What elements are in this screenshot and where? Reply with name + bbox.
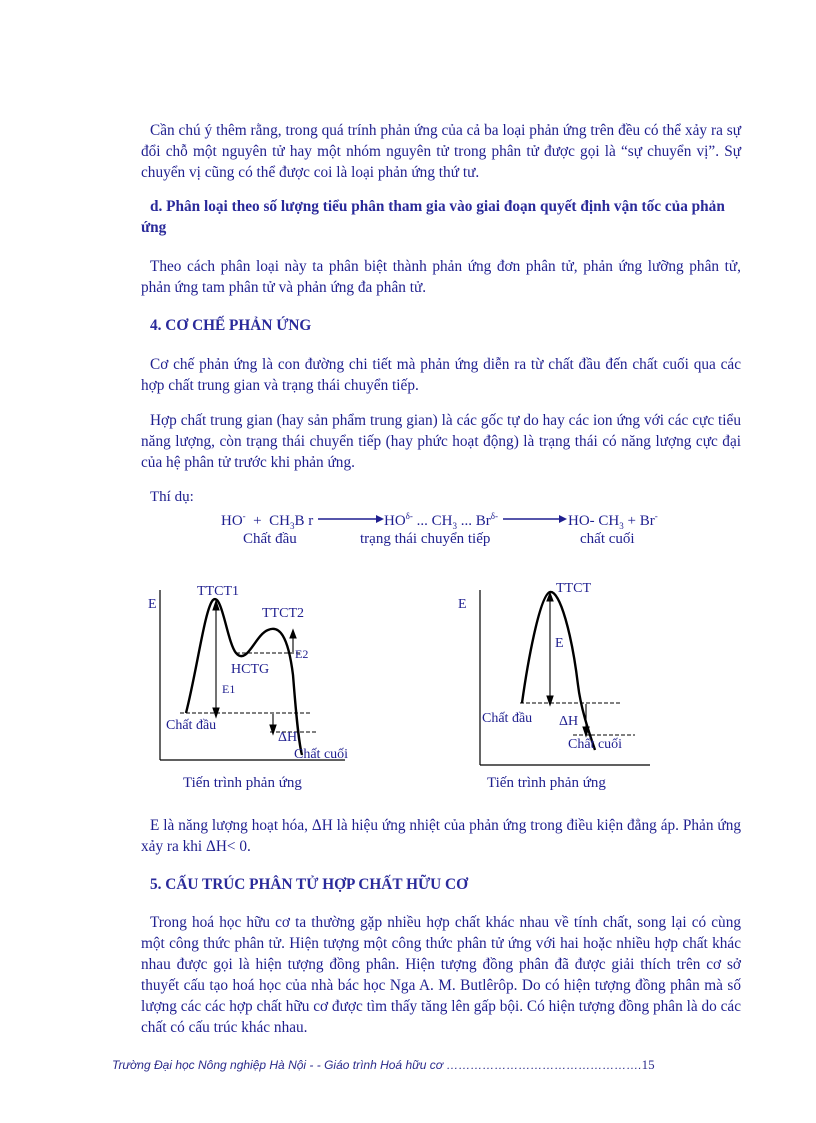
- label-hctg: HCTG: [231, 662, 270, 677]
- label-e: E: [555, 636, 564, 651]
- label-e2: E2: [295, 647, 309, 661]
- example-label: Thí dụ:: [150, 489, 194, 505]
- paragraph-isomerism: Trong hoá học hữu cơ ta thường gặp nhiều hợp chất khác nhau về tính chất, song lại có cùng một công thức phân tử. Hiện tượng một công thức phân tử ứng với hai hoặc nhiều hợp chất khác nhau được gọi là hiện tượng đồng phân. Hiện tượng đồng phân đã được giải thích trên cơ sở thuyết cấu tạo hoá học của nhà bác học Nga A. M. Butlêrôp. Do có hiện tượng đồng phân mà số lượng các các hợp chất hữu cơ được tìm thấy tăng lên gấp bội. Có hiện tượng đồng phân là do các chất có cấu trúc khác nhau.: [141, 914, 741, 1036]
- label-ttct: TTCT: [556, 581, 591, 596]
- paragraph-rearrangement: Cần chú ý thêm rằng, trong quá trính phản ứng của cả ba loại phản ứng trên đều có thể xảy ra sự đổi chỗ một nguyên tử hay một nhóm nguyên tử trong phân tử được gọi là “sự chuyển vị”. Sự chuyển vị cũng có thể được coi là loại phản ứng thứ tư.: [141, 122, 741, 181]
- label-start: Chất đầu: [166, 718, 217, 733]
- heading-molecular-structure: 5. CẤU TRÚC PHÂN TỬ HỢP CHẤT HỮU CƠ: [150, 876, 468, 893]
- paragraph-activation-energy: E là năng lượng hoạt hóa, ΔH là hiệu ứng nhiệt của phản ứng trong điều kiện đẳng áp. Phản ứng xảy ra khi ΔH< 0.: [141, 817, 741, 855]
- subheading-d: d. Phân loại theo số lượng tiểu phân tham gia vào giai đoạn quyết định vận tốc của phản ứng: [141, 198, 725, 236]
- equation-products: HO- $CH_3 + Br^-$: [568, 511, 658, 531]
- label-start-compound: Chất đầu: [243, 531, 297, 547]
- caption-left: Tiến trình phản ứng: [183, 775, 302, 791]
- arrow-icon: [503, 512, 569, 526]
- page-footer: [112, 1057, 722, 1073]
- label-end-compound: chất cuối: [580, 531, 635, 547]
- paragraph-intermediate: Hợp chất trung gian (hay sản phẩm trung gian) là các gốc tự do hay các ion ứng với các cực tiểu năng lượng, còn trạng thái chuyển tiếp (hay phức hoạt động) là trạng thái có năng lượng cực đại của hệ phân tử trước khi phản ứng.: [141, 412, 741, 471]
- footer-text: Trường Đại học Nông nghiệp Hà Nội - - Giáo trình Hoá hữu cơ ………………………………………….: [112, 1058, 642, 1072]
- equation-transition-state: $HO^{\delta-}$ ... $CH_3$ ... $Br^{\delta-}$: [384, 511, 499, 531]
- axis-label-energy: E: [148, 597, 157, 612]
- label-transition-state: trạng thái chuyển tiếp: [360, 531, 491, 547]
- label-end: Chất cuối: [568, 737, 623, 752]
- arrow-icon: [318, 512, 384, 526]
- label-start: Chất đầu: [482, 711, 533, 726]
- paragraph-mechanism-definition: Cơ chế phản ứng là con đường chi tiết mà phản ứng diễn ra từ chất đầu đến chất cuối qua các hợp chất trung gian và trạng thái chuyển tiếp.: [141, 356, 741, 394]
- equation-reactants: $HO^- + CH_3B$ r: [221, 511, 314, 531]
- paragraph-molecularity: Theo cách phân loại này ta phân biệt thành phản ứng đơn phân tử, phản ứng lưỡng phân tử, phản ứng tam phân tử và phản ứng đa phân tử.: [141, 258, 741, 296]
- axis-label-energy: E: [458, 597, 467, 612]
- label-ttct2: TTCT2: [262, 606, 304, 621]
- label-delta-h: ΔH: [559, 714, 579, 729]
- label-end: Chất cuối: [294, 747, 349, 762]
- heading-reaction-mechanism: 4. CƠ CHẾ PHẢN ỨNG: [150, 317, 312, 334]
- caption-right: Tiến trình phản ứng: [487, 775, 606, 791]
- page-number: 15: [641, 1057, 655, 1072]
- label-delta-h: ΔH: [278, 730, 298, 745]
- label-ttct1: TTCT1: [197, 584, 239, 599]
- label-e1: E1: [222, 682, 236, 696]
